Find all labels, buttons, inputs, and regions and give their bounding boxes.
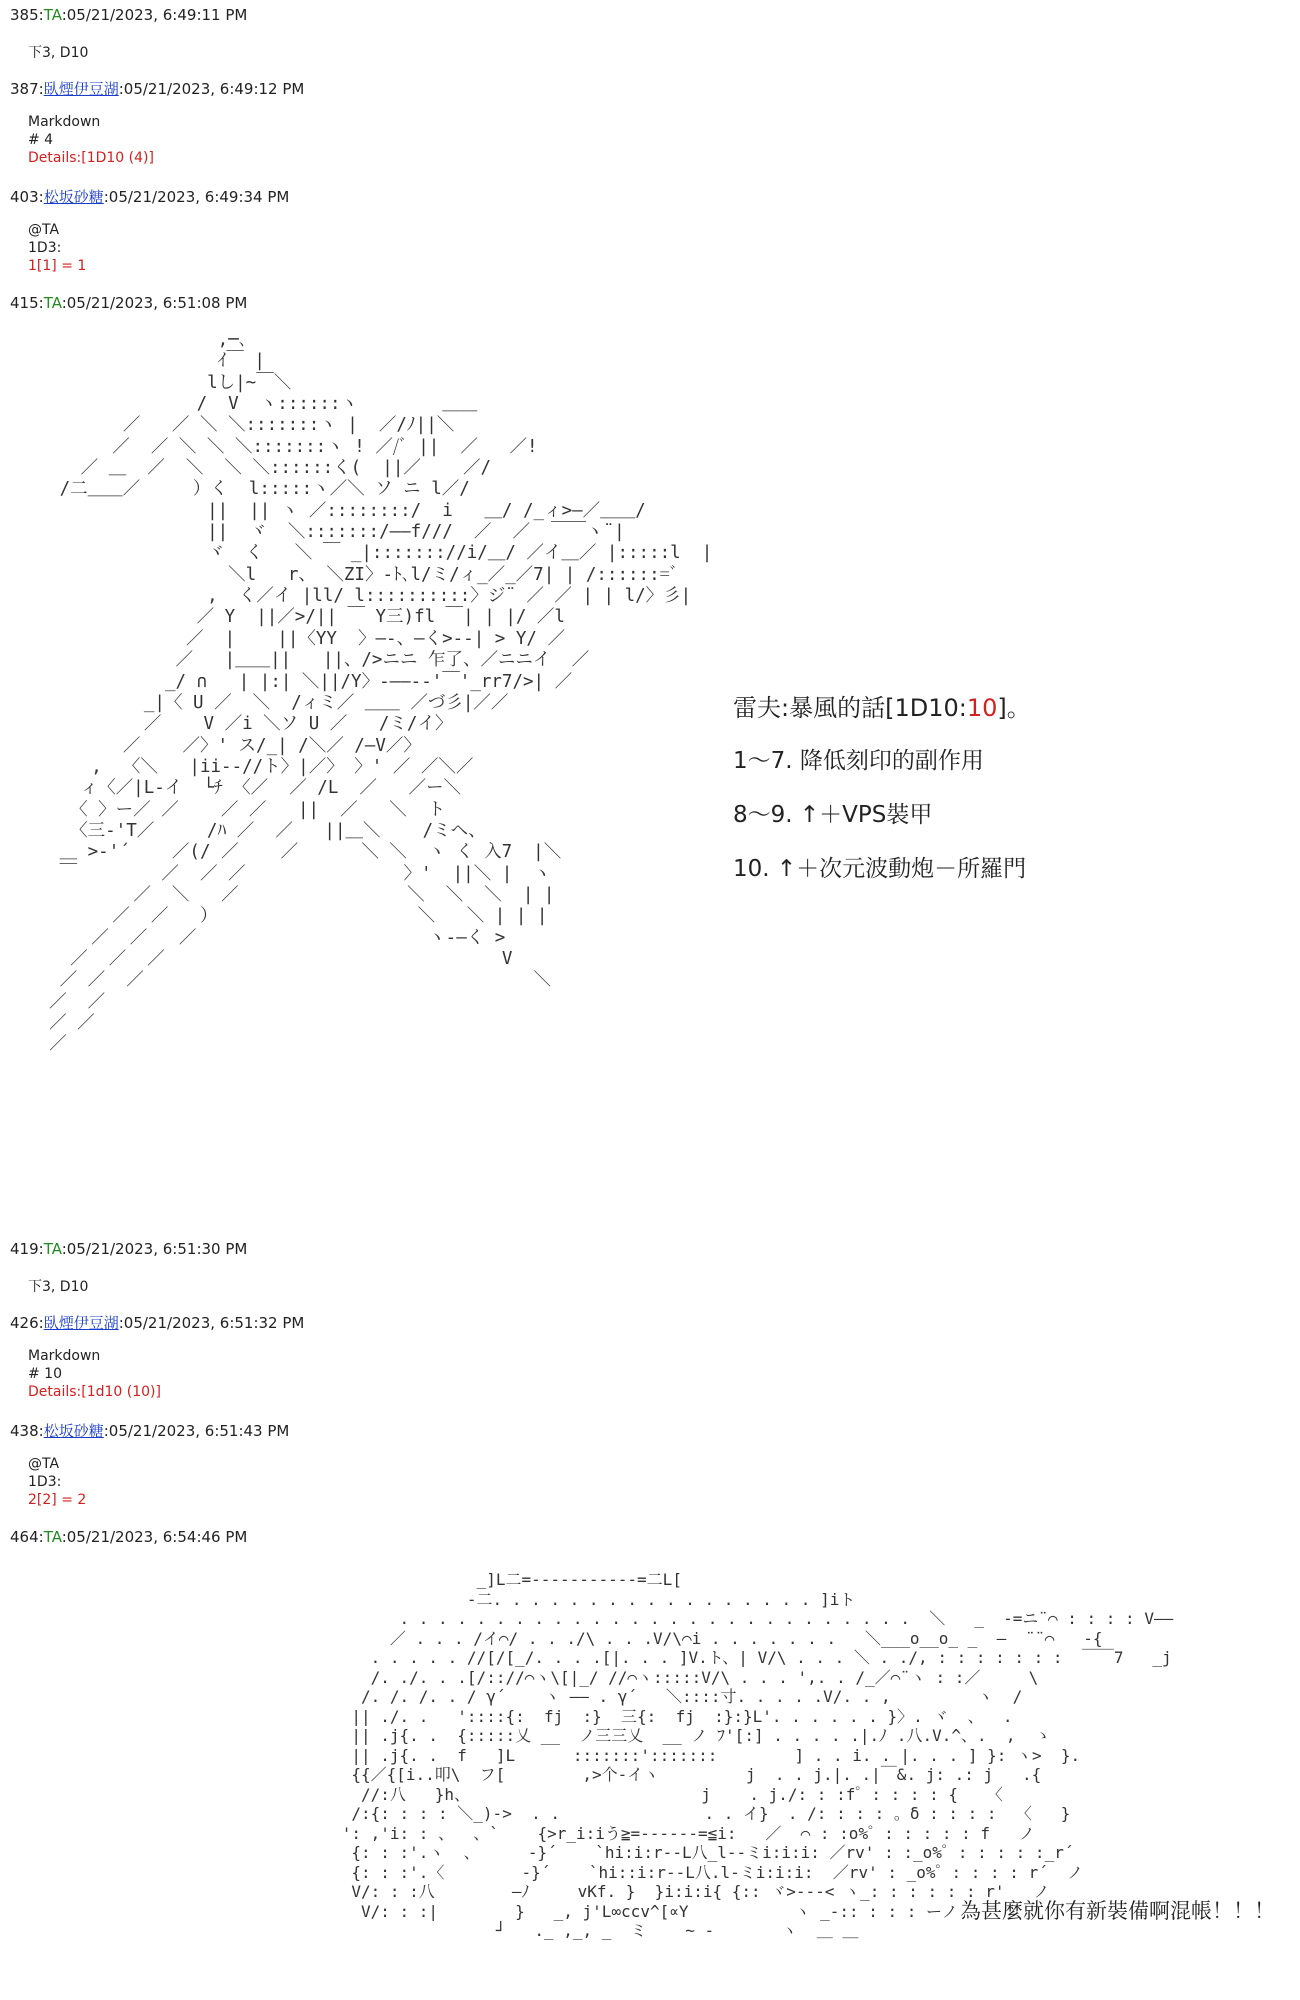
poster-name[interactable]: TA [43, 294, 62, 312]
post-number: 426 [10, 1314, 39, 1332]
roll-title: 雷夫:暴風的話[1D10:10]。 [733, 694, 1031, 722]
poster-name[interactable]: 松坂砂糖 [43, 1422, 104, 1440]
post-number: 419 [10, 1240, 39, 1258]
post-header: 403:松坂砂糖:05/21/2023, 6:49:34 PM [10, 188, 290, 206]
dice-detail: Details:[1D10 (4)] [28, 150, 154, 166]
post-text: 1D3: [28, 1474, 62, 1490]
poster-name[interactable]: 臥煙伊豆湖 [43, 1314, 119, 1332]
post-time: 05/21/2023, 6:49:11 PM [66, 6, 248, 24]
post-time: 05/21/2023, 6:51:08 PM [66, 294, 248, 312]
post-time: 05/21/2023, 6:49:12 PM [123, 80, 305, 98]
post-text: Markdown [28, 114, 101, 130]
post-time: 05/21/2023, 6:51:43 PM [108, 1422, 290, 1440]
post-number: 438 [10, 1422, 39, 1440]
poster-name[interactable]: TA [43, 1240, 62, 1258]
post-number: 387 [10, 80, 39, 98]
post-time: 05/21/2023, 6:49:34 PM [108, 188, 290, 206]
post-header: 419:TA:05/21/2023, 6:51:30 PM [10, 1240, 248, 1258]
ascii-art-character: _]L二=-----------=二L[ -二. . . . . . . . . . . . . . . . . ]iト . . . . . . . . . . . . . . . . . . . . . . . . . . . ＼ _ -=ニ¨⌒ : : : : V―― ／ . . . /イ⌒/ . . ./\ . . .V/\⌒i . . . . . . . ＼___o__o_ _ ― ¨¨⌒ -{ . . . . . //[/[_/. . . .[|. . . ]V.ト、| V/\ . . . ＼ . ./, : : : : : : : ￣￣7 _j /. ./. . .[/:://⌒ヽ\[|_/ //⌒ヽ:::::V/\ . . . ',. . /_／⌒¨ヽ : :／ \ /. /. /. . / γ´ ヽ ―― . γ´ ＼::::寸. . . . .V/. . , ヽ / || ./. . '::::{: fj :} 三{: fj :}:}L'. . . . . . }〉. ヾ 、 . || .j{. . {:::::乂 __ ノ三三乂 __ ノ ﾌ'[:] . . . . .|.ﾉ .八.V.^、. , ゝ || .j{. . f ]L :::::::'::::::: ] . . i. . |. . . ] }: ヽ> }. {{／{[i..叩\ フ[ ,>个-イヽ j . . j.|. .|￣&. j: .: j .{ //:八 }h、 j . j./: : :f゜: : : : { 〈 /:{: : : : ＼_)-> . . . . イ} . /: : : : 。δ : : : : 〈 } ': ,'i: : 、 、` {>r_i:iう≧=------=≦i: ／ ⌒ : :o%゜: : : : : f ノ {: : :'.ヽ 、 -}´ `hi:i:r--L八_l--ミi:i:i: ／rv' : :_o%゜: : : : :_r´ {: : :'.〈 -}´ `hi::i:r--L八.l-ミi:i:i: ／rv' : _o%゜: : : : r´ ノ V/: : :八 ―ﾉ vKf. } }i:i:i{ {:: ヾ>---< ヽ_: : : : : : r' ノ V/: : :| } _, j'L∞ccv^[∝Y ヽ _-:: : : : ーノ ┘ ._ ,_, _ ミ ~ - ヽ ＿ ＿ [341, 1570, 1174, 1941]
post-number: 415 [10, 294, 39, 312]
post-time: 05/21/2023, 6:51:30 PM [66, 1240, 248, 1258]
dice-result: 1[1] = 1 [28, 258, 87, 274]
post-time: 05/21/2023, 6:54:46 PM [66, 1528, 248, 1546]
caption-text: 為甚麼就你有新裝備啊混帳！！！ [960, 1899, 1275, 1923]
post-text: 下3, D10 [28, 45, 89, 61]
post-number: 464 [10, 1528, 39, 1546]
poster-name[interactable]: TA [43, 1528, 62, 1546]
post-header: 464:TA:05/21/2023, 6:54:46 PM [10, 1528, 248, 1546]
post-number: 403 [10, 188, 39, 206]
dice-result: 2[2] = 2 [28, 1492, 87, 1508]
poster-name[interactable]: 松坂砂糖 [43, 188, 104, 206]
post-text: 1D3: [28, 240, 62, 256]
post-text: 下3, D10 [28, 1279, 89, 1295]
post-text: @TA [28, 1456, 60, 1472]
post-header: 415:TA:05/21/2023, 6:51:08 PM [10, 294, 248, 312]
poster-name[interactable]: TA [43, 6, 62, 24]
post-time: 05/21/2023, 6:51:32 PM [123, 1314, 305, 1332]
post-header: 385:TA:05/21/2023, 6:49:11 PM [10, 6, 248, 24]
poster-name[interactable]: 臥煙伊豆湖 [43, 80, 119, 98]
dice-detail: Details:[1d10 (10)] [28, 1384, 161, 1400]
post-text: @TA [28, 222, 60, 238]
post-header: 387:臥煙伊豆湖:05/21/2023, 6:49:12 PM [10, 80, 305, 98]
roll-option-3: 10. ↑＋次元波動炮－所羅門 [733, 856, 1027, 882]
post-text: # 4 [28, 132, 54, 148]
ascii-art-robot: ,─､ ｲ￣ | lし|~￣＼ / V ヽ::::::ヽ ＿＿ ／ ／ ＼ ＼:::::::ヽ | ／/ﾉ||＼ ／ ／ ＼ ＼ ＼:::::::ヽ ! ／/ﾞ || ／ ／! ／ ＿ ／ ＼ ＼ ＼::::::く( ||／ ／/ /二＿＿／ ）く l:::::ヽ／＼ ソ ニ l／/ || || ヽ ／::::::::/ i ＿/ /_ィ>―／＿＿/ || ヾ ＼:::::::/――f/// ／ ／ ￣￣ヽ¨| ヾ く ＼ ￣ _|::::::://i/＿/ ／イ＿／ |:::::l | ＼l r、 ＼ZI〉-ﾄ､l/ミ/ィ_／_／7| | /::::::=ﾞ , く／イ |ll/ l::::::::::〉ジ¨ ／ ／ | | l/〉彡| ／ Y ||／>/|| ￣ Y三)fl ￣| | |/ ／l ／ | ||〈YY 〉―-、―く>--| > Y/ ／ ／ |＿＿|| ||、/>ニニ 乍了、／ニニイ ／ _/ ∩ | |:| ＼||/Y〉-――‐‐'￣'_rr7/>| ／ _|〈 U ／ ＼ /ィミ／ ＿＿ ／づ彡|／／ ／ V ／i ＼ソ U ／ /ミ/イ〉 ／ ／〉' ス/_| /＼／ /―V／〉 , 〈＼ |ii--//ト〉|／〉 〉' ／ ／＼／ ィ〈／|L-イ └ﾁ 〈／ ／ /L ／ ／ー＼ 〈 〉ー／ ／ ／ ／ || ／ ＼ ト 〈三-'T／ /ﾊ ／ ／ ||＿＼ /ミヘ、 ＿ >-'´ ／(/ ／ ／ ＼ ＼ ヽ く 入7 |＼ ￣ ／ ／ ／ 〉' ||＼ | ヽ ／ ＼ ／ ＼ ＼ ＼ | | ／ ／ ） ＼ ＼ | | | ／ ／ ／ ヽ-―く > ／ ／ ／ V ／ ／ ／ ＼ ／ ／ ／ ／ ／ [49, 330, 713, 1055]
post-text: Markdown [28, 1348, 101, 1364]
roll-option-1: 1～7. 降低刻印的副作用 [733, 748, 984, 774]
post-header: 438:松坂砂糖:05/21/2023, 6:51:43 PM [10, 1422, 290, 1440]
post-number: 385 [10, 6, 39, 24]
post-header: 426:臥煙伊豆湖:05/21/2023, 6:51:32 PM [10, 1314, 305, 1332]
post-text: # 10 [28, 1366, 62, 1382]
roll-option-2: 8～9. ↑＋VPS裝甲 [733, 802, 933, 828]
